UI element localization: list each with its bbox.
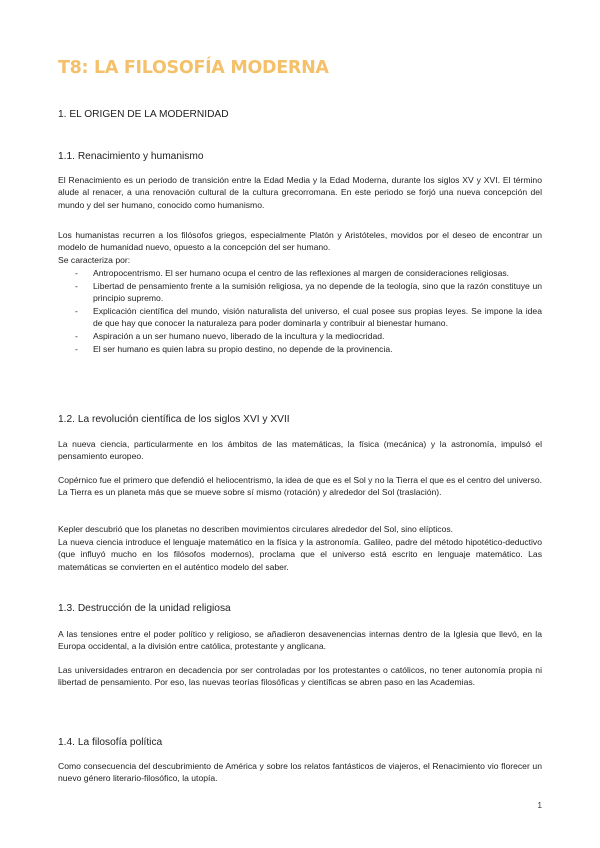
subsection-heading-destruccion: 1.3. Destrucción de la unidad religiosa: [58, 603, 231, 614]
paragraph-universidades: Las universidades entraron en decadencia por ser controladas por los protestantes o católicos, no tener autonomía propia ni libertad de pensamiento. Por eso, las nuevas teorías filosóficas y científicas se abren paso en las Academias.: [58, 665, 542, 688]
paragraph-lenguaje-matematico: La nueva ciencia introduce el lenguaje matemático en la física y la astronomía. Galileo, padre del método hipotético-deductivo (que influyó mucho en los filósofos modernos), proclama que el universo está escrito en lenguaje matemático. Las matemáticas se convierten en el auténtico modelo del saber.: [58, 537, 542, 572]
subsection-heading-renacimiento: 1.1. Renacimiento y humanismo: [58, 151, 204, 162]
list-item: [58, 280, 542, 305]
list-item-text: Antropocentrismo. El ser humano ocupa el centro de las reflexiones al margen de consideraciones religiosas.: [93, 268, 510, 278]
document-title: T8: LA FILOSOFÍA MODERNA: [58, 58, 329, 78]
bullet-dash: -: [75, 280, 78, 291]
list-item: [58, 305, 542, 330]
paragraph-copernico: Copérnico fue el primero que defendió el heliocentrismo, la idea de que es el Sol y no la Tierra el que es el centro del universo. La Tierra es un planeta más que se mueve sobre sí mismo (rotación) y alrededor del Sol (traslación).: [58, 475, 542, 498]
paragraph-tensiones: A las tensiones entre el poder político y religioso, se añadieron desavenencias internas dentro de la Iglesia que llevó, en la Europa occidental, a la división entre católica, protestante y anglicana.: [58, 629, 542, 652]
list-item-text: Aspiración a un ser humano nuevo, liberado de la incultura y la mediocridad.: [93, 330, 385, 341]
list-item: [58, 330, 542, 343]
subsection-heading-filosofia-politica: 1.4. La filosofía política: [58, 737, 163, 748]
paragraph-caracteriza: Se caracteriza por:: [58, 255, 131, 265]
list-item-text: Explicación científica del mundo, visión naturalista del universo, el cual posee sus propias leyes. Se impone la idea de que hay que conocer la naturaleza para poder dominarla y contribuir al bienestar humano.: [93, 305, 542, 329]
bullet-dash: -: [75, 343, 78, 354]
bullet-dash: -: [75, 330, 78, 341]
paragraph-kepler: Kepler descubrió que los planetas no describen movimientos circulares alrededor del Sol, sino elípticos.: [58, 524, 454, 534]
characteristics-list: [58, 267, 542, 355]
bullet-dash: -: [75, 305, 78, 316]
list-item-text: El ser humano es quien labra su propio destino, no depende de la provinencia.: [93, 343, 393, 354]
bullet-dash: -: [75, 268, 78, 278]
subsection-heading-revolucion: 1.2. La revolución científica de los siglos XVI y XVII: [58, 414, 290, 425]
paragraph-nueva-ciencia: La nueva ciencia, particularmente en los ámbitos de las matemáticas, la física (mecánica) y la astronomía, impulsó el pensamiento europeo.: [58, 439, 542, 462]
page-number: 1: [537, 801, 542, 810]
paragraph-humanistas: Los humanistas recurren a los filósofos griegos, especialmente Platón y Aristóteles, movidos por el deseo de encontrar un modelo de humanidad nuevo, opuesto a la concepción del ser humano.: [58, 230, 542, 253]
list-item: [58, 267, 542, 280]
list-item: [58, 343, 542, 356]
section-heading-origen: 1. EL ORIGEN DE LA MODERNIDAD: [58, 109, 229, 120]
paragraph-renacimiento: El Renacimiento es un periodo de transición entre la Edad Media y la Edad Moderna, durante los siglos XV y XVI. El término alude al renacer, a una renovación cultural de la cultura grecorromana. En este periodo se forjó una nueva concepción del mundo y del ser humano, conocido como humanismo.: [58, 175, 542, 210]
list-item-text: Libertad de pensamiento frente a la sumisión religiosa, ya no depende de la teología, sino que la razón constituye un principio supremo.: [93, 280, 542, 304]
paragraph-utopia: Como consecuencia del descubrimiento de América y sobre los relatos fantásticos de viajeros, el Renacimiento vio florecer un nuevo género literario-filosófico, la utopía.: [58, 761, 542, 784]
